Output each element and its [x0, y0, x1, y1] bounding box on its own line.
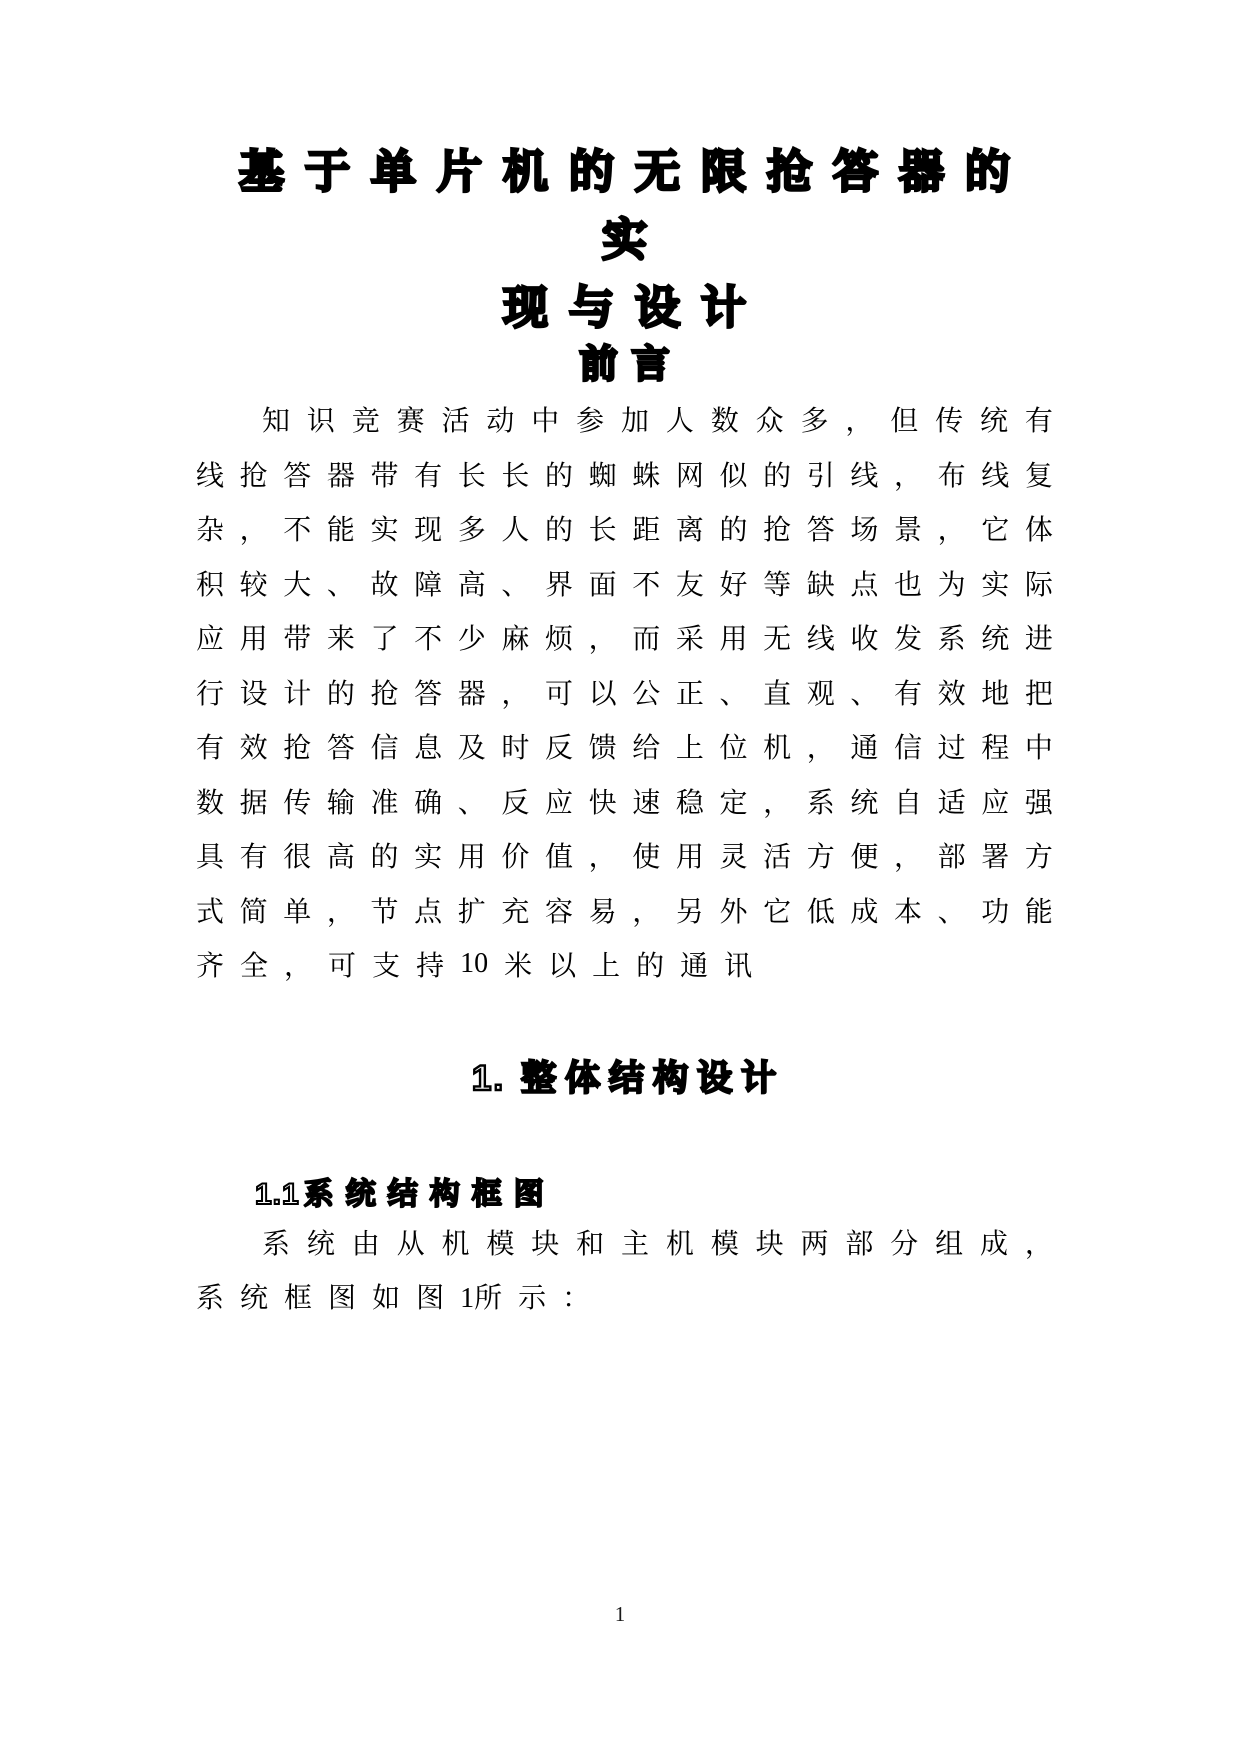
text-token: 知	[262, 406, 291, 438]
text-token: 示	[518, 1283, 547, 1315]
text-token: 效	[937, 678, 966, 710]
text-token: 人	[501, 515, 530, 547]
text-token: 应	[545, 787, 574, 819]
text-token: 现	[414, 515, 443, 547]
text-token: 点	[850, 569, 879, 601]
text-token: 动	[486, 406, 515, 438]
paragraph-line	[196, 937, 1053, 992]
text-token: 采	[675, 624, 704, 656]
text-token: 支	[372, 951, 401, 983]
text-token: 用	[719, 624, 748, 656]
text-token: 的	[545, 515, 574, 547]
text-token: 由	[351, 1228, 380, 1260]
text-token: 系	[937, 624, 966, 656]
text-token: 统	[850, 787, 879, 819]
text-token: 的	[326, 678, 355, 710]
text-token: 信	[894, 733, 923, 765]
paragraph-line	[196, 665, 1053, 720]
text-token: 的	[636, 951, 665, 983]
text-token: 大	[283, 569, 312, 601]
text-token: 统	[981, 624, 1010, 656]
preface-heading: 前言	[579, 344, 684, 386]
text-token: 的	[370, 842, 399, 874]
text-token: 答	[283, 460, 312, 492]
text-token: 多	[800, 406, 829, 438]
paragraph-line	[196, 1215, 1053, 1270]
text-token: ，	[937, 515, 966, 547]
text-token: 中	[1024, 733, 1053, 765]
text-token: 系	[196, 1283, 225, 1315]
text-token: 部	[845, 1228, 874, 1260]
text-token: 器	[457, 678, 486, 710]
text-token: 场	[850, 515, 879, 547]
text-token: 不	[632, 569, 661, 601]
text-token: 馈	[588, 733, 617, 765]
text-token: 的	[763, 460, 792, 492]
text-token: 、	[326, 569, 355, 601]
text-token: 图	[328, 1283, 357, 1315]
text-token: 友	[675, 569, 704, 601]
text-token: 高	[326, 842, 355, 874]
text-token: 实	[981, 569, 1010, 601]
text-token: 用	[457, 842, 486, 874]
paragraph-line	[196, 556, 1053, 611]
text-token: 模	[710, 1228, 739, 1260]
text-token: 值	[545, 842, 574, 874]
text-token: 灵	[719, 842, 748, 874]
text-token: 地	[981, 678, 1010, 710]
text-token: 众	[755, 406, 784, 438]
text-token: 蜘	[588, 460, 617, 492]
text-token: 低	[806, 896, 835, 928]
text-token: 抢	[370, 678, 399, 710]
text-token: 来	[326, 624, 355, 656]
text-token: 收	[850, 624, 879, 656]
text-token: 框	[284, 1283, 313, 1315]
text-token: 参	[576, 406, 605, 438]
text-token: 但	[890, 406, 919, 438]
text-token: 机	[441, 1228, 470, 1260]
text-token: 它	[981, 515, 1010, 547]
text-token: 价	[501, 842, 530, 874]
text-token: 成	[850, 896, 879, 928]
document-title	[196, 138, 1053, 342]
text-token: 反	[545, 733, 574, 765]
text-token: 部	[937, 842, 966, 874]
text-token: 另	[675, 896, 704, 928]
text-token: 积	[196, 569, 225, 601]
text-token: 成	[980, 1228, 1009, 1260]
text-token: 使	[632, 842, 661, 874]
text-token: 数	[196, 787, 225, 819]
paragraph-line	[196, 774, 1053, 829]
text-token: ，	[239, 515, 268, 547]
text-token: 机	[665, 1228, 694, 1260]
text-token: 高	[457, 569, 486, 601]
text-token: 面	[588, 569, 617, 601]
text-token: 很	[283, 842, 312, 874]
text-token: 准	[370, 787, 399, 819]
text-token: 加	[621, 406, 650, 438]
text-token: 程	[981, 733, 1010, 765]
document-title-line2: 现与设计	[502, 282, 767, 333]
text-token: 观	[806, 678, 835, 710]
text-token: 答	[806, 515, 835, 547]
text-token: ，	[894, 460, 923, 492]
text-token: 主	[621, 1228, 650, 1260]
text-token: 缺	[806, 569, 835, 601]
text-token: 据	[239, 787, 268, 819]
paragraph-line	[196, 1269, 1053, 1324]
text-token: ：	[562, 1283, 591, 1315]
text-token: 统	[306, 1228, 335, 1260]
text-token: 麻	[501, 624, 530, 656]
text-token: 体	[1024, 515, 1053, 547]
text-token: 米	[504, 951, 533, 983]
text-token: 布	[937, 460, 966, 492]
text-token: 输	[326, 787, 355, 819]
text-token: 署	[981, 842, 1010, 874]
text-token: 、	[850, 678, 879, 710]
text-token: 蛛	[632, 460, 661, 492]
text-token: 际	[1024, 569, 1053, 601]
text-token: 发	[894, 624, 923, 656]
text-token: 能	[1024, 896, 1053, 928]
text-token: 不	[414, 624, 443, 656]
text-token: 中	[531, 406, 560, 438]
text-token: 稳	[675, 787, 704, 819]
text-token: 组	[935, 1228, 964, 1260]
text-token: 线	[981, 460, 1010, 492]
section-1-1-heading	[255, 1175, 1053, 1215]
text-token: 可	[328, 951, 357, 983]
text-token: 易	[588, 896, 617, 928]
text-token: 统	[980, 406, 1009, 438]
text-token: 直	[763, 678, 792, 710]
text-token: 方	[1024, 842, 1053, 874]
text-token: 器	[326, 460, 355, 492]
text-token: 也	[894, 569, 923, 601]
section-1-heading	[196, 1057, 1053, 1101]
text-token: 长	[457, 460, 486, 492]
text-token: 有	[414, 460, 443, 492]
text-token: 及	[457, 733, 486, 765]
text-token: 图	[416, 1283, 445, 1315]
text-token: 传	[935, 406, 964, 438]
text-token: 正	[675, 678, 704, 710]
text-token: 不	[283, 515, 312, 547]
text-token: 抢	[763, 515, 792, 547]
text-token: 息	[414, 733, 443, 765]
text-token: 两	[800, 1228, 829, 1260]
text-token: 反	[501, 787, 530, 819]
text-token: 用	[239, 624, 268, 656]
text-token: 、	[501, 569, 530, 601]
text-token: 能	[326, 515, 355, 547]
text-token: 适	[937, 787, 966, 819]
text-token: 行	[196, 678, 225, 710]
system-structure-paragraph	[196, 1215, 1053, 1324]
text-token: 抢	[239, 460, 268, 492]
text-token: 数	[710, 406, 739, 438]
text-token: 过	[937, 733, 966, 765]
text-token: 有	[239, 842, 268, 874]
text-token: 的	[719, 515, 748, 547]
text-token: 系	[262, 1228, 291, 1260]
text-token: 活	[763, 842, 792, 874]
text-token: 简	[239, 896, 268, 928]
paragraph-line	[196, 719, 1053, 774]
text-token: 故	[370, 569, 399, 601]
text-token: ，	[501, 678, 530, 710]
preface-paragraph	[196, 392, 1053, 992]
text-token: 单	[283, 896, 312, 928]
text-token: 通	[680, 951, 709, 983]
paragraph-line	[196, 392, 1053, 447]
text-token: 块	[531, 1228, 560, 1260]
text-token: 时	[501, 733, 530, 765]
text-token: 离	[675, 515, 704, 547]
text-token: 带	[370, 460, 399, 492]
text-token: 实	[414, 842, 443, 874]
text-token: 应	[196, 624, 225, 656]
text-token: ，	[588, 624, 617, 656]
text-token: 外	[719, 896, 748, 928]
text-token: 、	[457, 787, 486, 819]
text-token: 了	[370, 624, 399, 656]
text-token: ，	[763, 787, 792, 819]
text-token: 等	[763, 569, 792, 601]
text-token: 识	[306, 406, 335, 438]
text-token: 本	[894, 896, 923, 928]
text-token: 以	[548, 951, 577, 983]
text-token: 信	[370, 733, 399, 765]
text-token: 长	[501, 460, 530, 492]
text-token: 而	[632, 624, 661, 656]
document-title-line1: 基于单片机的无限抢答器的实	[238, 146, 1031, 265]
text-token: 10	[460, 948, 489, 980]
text-token: 、	[937, 896, 966, 928]
text-token: 以	[588, 678, 617, 710]
text-token: ，	[845, 406, 874, 438]
text-token: 计	[283, 678, 312, 710]
text-token: 带	[283, 624, 312, 656]
text-token: 给	[632, 733, 661, 765]
text-token: 自	[894, 787, 923, 819]
text-token: 它	[763, 896, 792, 928]
text-token: 从	[396, 1228, 425, 1260]
text-token: 定	[719, 787, 748, 819]
text-token: 扩	[457, 896, 486, 928]
text-token: ，	[632, 896, 661, 928]
text-token: 统	[240, 1283, 269, 1315]
text-token: 有	[894, 678, 923, 710]
text-token: ，	[284, 951, 313, 983]
text-token: 讯	[724, 951, 753, 983]
text-token: ，	[1024, 1228, 1053, 1260]
text-token: 式	[196, 896, 225, 928]
text-token: 答	[414, 678, 443, 710]
text-token: ，	[588, 842, 617, 874]
text-token: ，	[894, 842, 923, 874]
text-token: 复	[1024, 460, 1053, 492]
paragraph-line	[196, 447, 1053, 502]
text-token: 容	[545, 896, 574, 928]
text-token: 为	[937, 569, 966, 601]
text-token: 公	[632, 678, 661, 710]
text-token: 的	[545, 460, 574, 492]
text-token: 杂	[196, 515, 225, 547]
text-token: 位	[719, 733, 748, 765]
text-token: 界	[545, 569, 574, 601]
paragraph-line	[196, 883, 1053, 938]
text-token: 线	[196, 460, 225, 492]
text-token: 障	[414, 569, 443, 601]
text-token: 传	[283, 787, 312, 819]
text-token: 分	[890, 1228, 919, 1260]
text-token: 上	[592, 951, 621, 983]
text-token: 速	[632, 787, 661, 819]
section-1-number: 1.	[471, 1058, 506, 1098]
text-token: 节	[370, 896, 399, 928]
text-token: 通	[850, 733, 879, 765]
text-token: 长	[588, 515, 617, 547]
text-token: 功	[981, 896, 1010, 928]
text-token: 活	[441, 406, 470, 438]
section-1-1-label: 系统结构框图	[303, 1177, 556, 1211]
text-token: 设	[239, 678, 268, 710]
text-token: 全	[240, 951, 269, 983]
text-token: 便	[850, 842, 879, 874]
text-token: 有	[1024, 406, 1053, 438]
text-token: 线	[806, 624, 835, 656]
paragraph-line	[196, 610, 1053, 665]
text-token: 方	[806, 842, 835, 874]
text-token: 有	[196, 733, 225, 765]
text-token: 上	[675, 733, 704, 765]
text-token: 无	[763, 624, 792, 656]
text-token: 模	[486, 1228, 515, 1260]
text-token: 答	[326, 733, 355, 765]
text-token: 点	[414, 896, 443, 928]
page-number: 1	[614, 1602, 626, 1626]
text-token: 机	[763, 733, 792, 765]
text-token: 竞	[351, 406, 380, 438]
text-token: 烦	[545, 624, 574, 656]
section-1-label: 整体结构设计	[521, 1058, 786, 1098]
text-token: 系	[806, 787, 835, 819]
text-token: 赛	[396, 406, 425, 438]
text-token: 确	[414, 787, 443, 819]
text-token: 块	[755, 1228, 784, 1260]
text-token: 用	[675, 842, 704, 874]
text-token: 如	[372, 1283, 401, 1315]
text-token: 齐	[196, 951, 225, 983]
text-token: 多	[457, 515, 486, 547]
text-token: 较	[239, 569, 268, 601]
text-token: 人	[665, 406, 694, 438]
text-token: 距	[632, 515, 661, 547]
text-token: 1所	[460, 1283, 503, 1315]
document-content	[196, 138, 1053, 1324]
text-token: 应	[981, 787, 1010, 819]
text-token: 快	[588, 787, 617, 819]
text-token: 可	[545, 678, 574, 710]
text-token: 和	[576, 1228, 605, 1260]
section-1-1-number: 1.1	[255, 1177, 300, 1211]
text-token: 少	[457, 624, 486, 656]
text-token: 好	[719, 569, 748, 601]
text-token: 效	[239, 733, 268, 765]
text-token: 强	[1024, 787, 1053, 819]
text-token: ，	[806, 733, 835, 765]
text-token: 引	[806, 460, 835, 492]
text-token: 线	[850, 460, 879, 492]
text-token: 具	[196, 842, 225, 874]
text-token: 抢	[283, 733, 312, 765]
text-token: 持	[416, 951, 445, 983]
text-token: 似	[719, 460, 748, 492]
text-token: 实	[370, 515, 399, 547]
text-token: 充	[501, 896, 530, 928]
text-token: 网	[675, 460, 704, 492]
text-token: ，	[326, 896, 355, 928]
text-token: 进	[1024, 624, 1053, 656]
paragraph-line	[196, 828, 1053, 883]
text-token: 把	[1024, 678, 1053, 710]
text-token: 景	[894, 515, 923, 547]
paragraph-line	[196, 501, 1053, 556]
text-token: 、	[719, 678, 748, 710]
